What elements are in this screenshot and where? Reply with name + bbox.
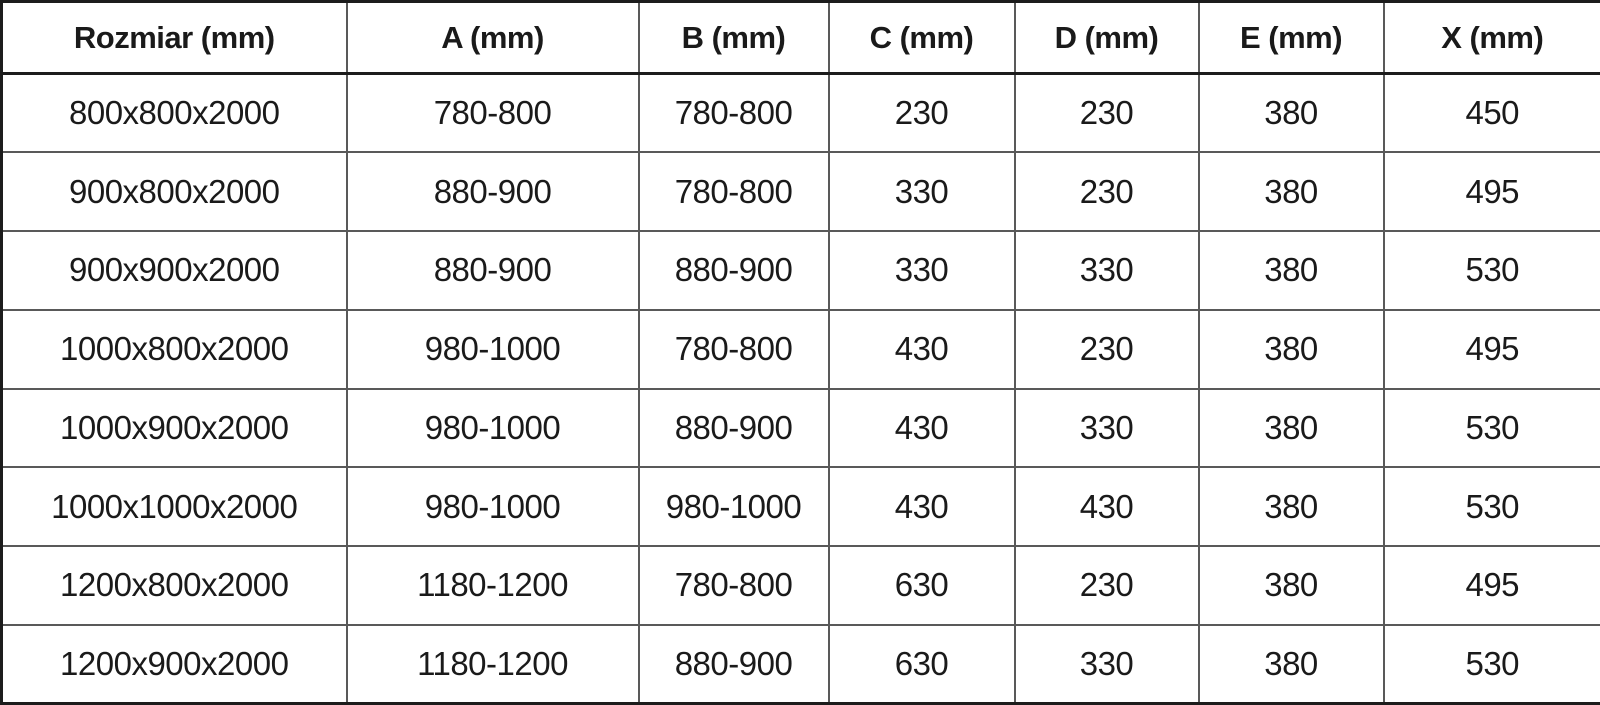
table-row [2, 625, 1600, 704]
table-cell: 430 [829, 310, 1015, 389]
table-cell: 380 [1199, 74, 1384, 153]
table-cell: 230 [829, 74, 1015, 153]
column-header-x: X (mm) [1384, 2, 1600, 74]
table-cell: 330 [1015, 231, 1199, 310]
table-cell: 495 [1384, 546, 1600, 625]
table-cell: 780-800 [639, 152, 829, 231]
table-row [2, 389, 1600, 468]
table-row [2, 74, 1600, 153]
table-row [2, 310, 1600, 389]
table-cell: 880-900 [639, 231, 829, 310]
table-row [2, 467, 1600, 546]
table-cell: 1180-1200 [347, 625, 639, 704]
table-cell: 630 [829, 625, 1015, 704]
table-cell: 630 [829, 546, 1015, 625]
table-cell: 430 [1015, 467, 1199, 546]
table-cell: 1000x800x2000 [2, 310, 347, 389]
column-header-b: B (mm) [639, 2, 829, 74]
table-cell: 380 [1199, 625, 1384, 704]
table-row [2, 152, 1600, 231]
table-cell: 880-900 [347, 231, 639, 310]
table-cell: 450 [1384, 74, 1600, 153]
table-cell: 380 [1199, 546, 1384, 625]
header-row [2, 2, 1600, 74]
table-cell: 230 [1015, 546, 1199, 625]
table-cell: 980-1000 [639, 467, 829, 546]
table-cell: 380 [1199, 310, 1384, 389]
table-cell: 380 [1199, 389, 1384, 468]
table-cell: 780-800 [639, 546, 829, 625]
table-cell: 800x800x2000 [2, 74, 347, 153]
table-cell: 330 [1015, 389, 1199, 468]
table-cell: 1000x1000x2000 [2, 467, 347, 546]
table-cell: 980-1000 [347, 467, 639, 546]
table-cell: 495 [1384, 310, 1600, 389]
table-cell: 530 [1384, 467, 1600, 546]
table-cell: 380 [1199, 231, 1384, 310]
table-cell: 900x800x2000 [2, 152, 347, 231]
table-cell: 380 [1199, 152, 1384, 231]
table-cell: 530 [1384, 389, 1600, 468]
column-header-rozmiar: Rozmiar (mm) [2, 2, 347, 74]
table-cell: 1180-1200 [347, 546, 639, 625]
table-cell: 880-900 [347, 152, 639, 231]
table-cell: 530 [1384, 231, 1600, 310]
table-row [2, 546, 1600, 625]
table-cell: 900x900x2000 [2, 231, 347, 310]
table-cell: 1200x800x2000 [2, 546, 347, 625]
table-cell: 880-900 [639, 625, 829, 704]
table-cell: 980-1000 [347, 310, 639, 389]
table-cell: 430 [829, 389, 1015, 468]
column-header-e: E (mm) [1199, 2, 1384, 74]
table-cell: 330 [829, 231, 1015, 310]
table-cell: 780-800 [639, 310, 829, 389]
table-cell: 495 [1384, 152, 1600, 231]
table-cell: 780-800 [347, 74, 639, 153]
table-cell: 230 [1015, 310, 1199, 389]
table-cell: 530 [1384, 625, 1600, 704]
table-cell: 780-800 [639, 74, 829, 153]
table-cell: 1200x900x2000 [2, 625, 347, 704]
table-cell: 330 [829, 152, 1015, 231]
table-cell: 430 [829, 467, 1015, 546]
table-cell: 380 [1199, 467, 1384, 546]
column-header-c: C (mm) [829, 2, 1015, 74]
table-cell: 230 [1015, 152, 1199, 231]
table-cell: 980-1000 [347, 389, 639, 468]
table-cell: 1000x900x2000 [2, 389, 347, 468]
table-cell: 230 [1015, 74, 1199, 153]
table-cell: 330 [1015, 625, 1199, 704]
column-header-d: D (mm) [1015, 2, 1199, 74]
table-cell: 880-900 [639, 389, 829, 468]
column-header-a: A (mm) [347, 2, 639, 74]
table-row [2, 231, 1600, 310]
